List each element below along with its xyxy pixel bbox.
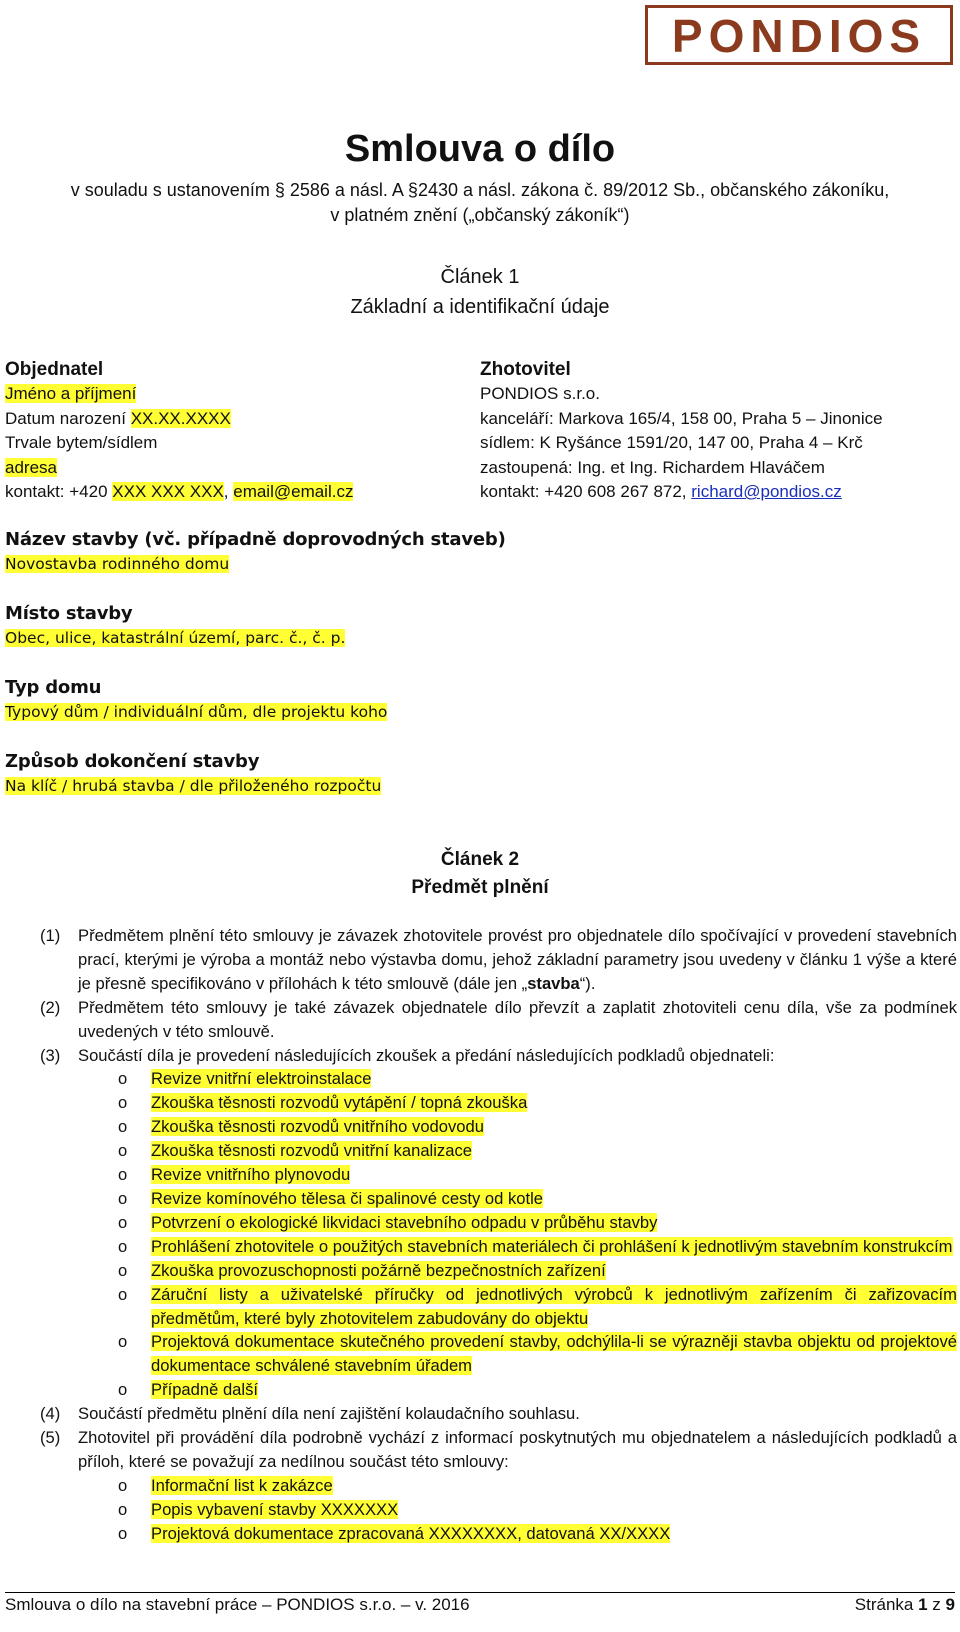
field-building-site (5, 602, 345, 650)
clause-2-text: Předmětem této smlouvy je také závazek objednatele dílo převzít a zaplatit zhotoviteli cenu díla, vše za podmínek uvedených v této smlouvě. (78, 997, 957, 1041)
list-bullet: o (118, 1188, 128, 1208)
document-title: Smlouva o dílo (344, 128, 616, 170)
list-item (118, 1187, 957, 1211)
clause-5-number: (5) (40, 1428, 61, 1448)
list-bullet: o (118, 1260, 128, 1280)
field-house-type-value: Typový dům / individuální dům, dle projektu koho (5, 703, 388, 721)
list-item (118, 1139, 957, 1163)
clause-2 (40, 996, 957, 1044)
clause-3 (40, 1044, 957, 1068)
list-item-text: Případně další (151, 1380, 259, 1400)
clause-1-term: stavba (527, 973, 580, 993)
list-item-text: Revize vnitřní elektroinstalace (151, 1069, 372, 1089)
article-1-number: Článek 1 (440, 266, 520, 288)
footer-page-total: 9 (945, 1595, 955, 1614)
list-item-text: Revize vnitřního plynovodu (151, 1165, 351, 1185)
article-1-heading (0, 262, 960, 322)
list-bullet: o (118, 1117, 128, 1137)
list-bullet: o (118, 1236, 128, 1256)
contractor-seat: sídlem: K Ryšánce 1591/20, 147 00, Praha 4 – Krč (480, 433, 863, 453)
contractor-email-link[interactable]: richard@pondios.cz (691, 482, 842, 502)
contractor-heading: Zhotovitel (480, 359, 571, 380)
list-item (118, 1163, 957, 1187)
list-item-text: Zkouška těsnosti rozvodů vnitřního vodovodu (151, 1117, 484, 1137)
list-bullet: o (118, 1475, 128, 1495)
footer-page-current: 1 (918, 1595, 928, 1614)
article-2-heading (0, 846, 960, 902)
field-completion-method-label: Způsob dokončení stavby (5, 751, 260, 772)
list-item-text: Zkouška provozuschopnosti požárně bezpečnostních zařízení (151, 1260, 606, 1280)
list-item (118, 1498, 957, 1522)
contractor-block (480, 358, 883, 504)
list-item-text: Projektová dokumentace zpracovaná XXXXXXXX, datovaná XX/XXXX (151, 1523, 671, 1543)
list-item (118, 1115, 957, 1139)
list-item-text: Informační list k zakázce (151, 1475, 333, 1495)
clause-3-list (40, 1067, 957, 1402)
list-bullet: o (118, 1499, 128, 1519)
client-block (5, 358, 353, 504)
list-item-text: Potvrzení o ekologické likvidaci stavebního odpadu v průběhu stavby (151, 1212, 658, 1232)
client-heading: Objednatel (5, 359, 104, 380)
client-name: Jméno a příjmení (5, 384, 137, 404)
list-item (118, 1067, 957, 1091)
field-completion-method-value: Na klíč / hrubá stavba / dle přiloženého rozpočtu (5, 777, 382, 795)
contractor-company: PONDIOS s.r.o. (480, 384, 600, 404)
clause-1-text-main: Předmětem plnění této smlouvy je závazek zhotovitele provést pro objednatele dílo spočívající v provedení stavebních prací, kterými je výroba a montáž nebo výstavba domu, jehož základní parametry jsou uvedeny v článku 1 výše a které je přesně specifikováno v přílohách k této smlouvě (dále jen „ (78, 926, 957, 993)
list-item-text: Projektová dokumentace skutečného provedení stavby, odchýlila-li se výrazněji stavba objektu od projektové dokumentace schválené stavebním úřadem (151, 1332, 957, 1376)
footer-page-label: Stránka (854, 1595, 919, 1614)
client-contact-label: kontakt: +420 (5, 482, 113, 502)
footer-page-separator: z (927, 1595, 946, 1614)
clause-1-text-end: “). (579, 973, 596, 993)
list-bullet: o (118, 1093, 128, 1113)
clause-5-list (40, 1474, 957, 1546)
client-dob-label: Datum narození (5, 408, 131, 428)
clause-1-text (78, 924, 957, 996)
list-item (118, 1235, 957, 1259)
article-2-number: Článek 2 (440, 849, 520, 870)
clause-5-text: Zhotovitel při provádění díla podrobně vychází z informací poskytnutých mu objednatelem a následujících podkladů a příloh, které se považují za nedílnou součást této smlouvy: (78, 1428, 957, 1471)
list-item (118, 1211, 957, 1235)
contractor-office: kanceláří: Markova 165/4, 158 00, Praha 5 – Jinonice (480, 408, 883, 428)
clause-1 (40, 924, 957, 996)
article-2-name: Předmět plnění (411, 877, 549, 898)
list-item (118, 1091, 957, 1115)
list-bullet: o (118, 1284, 128, 1304)
field-building-name-label: Název stavby (vč. případně doprovodných staveb) (5, 529, 506, 550)
list-item (118, 1283, 957, 1331)
list-item (118, 1378, 957, 1402)
client-email: email@email.cz (233, 482, 354, 502)
document-subtitle (0, 178, 960, 228)
client-residence-label: Trvale bytem/sídlem (5, 433, 158, 453)
pondios-logo (645, 5, 953, 65)
field-building-name-value: Novostavba rodinného domu (5, 555, 230, 573)
list-item-text: Revize komínového tělesa či spalinové cesty od kotle (151, 1188, 544, 1208)
client-dob-value: XX.XX.XXXX (130, 408, 231, 428)
field-building-site-value: Obec, ulice, katastrální území, parc. č., č. p. (5, 629, 346, 647)
list-item (118, 1522, 957, 1546)
list-bullet: o (118, 1212, 128, 1232)
list-item (118, 1474, 957, 1498)
clause-1-number: (1) (40, 926, 61, 945)
client-phone: XXX XXX XXX (112, 482, 224, 502)
list-bullet: o (118, 1380, 128, 1400)
field-completion-method (5, 750, 381, 798)
pondios-logo-graphic (648, 8, 950, 62)
list-item-text: Záruční listy a uživatelské příručky od jednotlivých výrobců k jednotlivým zařízením či zařizovacím předmětům, které byly zhotovitelem zabudovány do objektu (151, 1284, 957, 1328)
footer-document-name: Smlouva o dílo na stavební práce – PONDIOS s.r.o. – v. 2016 (5, 1595, 470, 1614)
clause-2-number: (2) (40, 997, 61, 1017)
list-item (118, 1259, 957, 1283)
list-bullet: o (118, 1069, 128, 1089)
list-item-text: Popis vybavení stavby XXXXXXX (151, 1499, 399, 1519)
page-footer (5, 1592, 955, 1615)
field-building-name (5, 528, 506, 576)
clause-3-text: Součástí díla je provedení následujících zkoušek a předání následujících podkladů objednateli: (78, 1045, 775, 1065)
subtitle-line-1: v souladu s ustanovením § 2586 a násl. A §2430 a násl. zákona č. 89/2012 Sb., občanského zákoníku, (70, 180, 890, 200)
list-bullet: o (118, 1332, 128, 1352)
list-item (118, 1330, 957, 1378)
client-contact-separator: , (223, 482, 234, 502)
field-house-type-label: Typ domu (5, 677, 102, 698)
clause-4-number: (4) (40, 1404, 61, 1424)
list-bullet: o (118, 1165, 128, 1185)
contractor-contact-label: kontakt: +420 608 267 872, (480, 482, 692, 502)
logo-text: PONDIOS (671, 10, 927, 62)
list-bullet: o (118, 1141, 128, 1161)
list-bullet: o (118, 1523, 128, 1543)
subtitle-line-2: v platném znění („občanský zákoník“) (330, 205, 630, 225)
article-1-name: Základní a identifikační údaje (350, 296, 610, 318)
footer-page-number (855, 1595, 955, 1615)
field-building-site-label: Místo stavby (5, 603, 133, 624)
list-item-text: Prohlášení zhotovitele o použitých stavebních materiálech či prohlášení k jednotlivým stavebním konstrukcím (151, 1236, 953, 1256)
clause-5 (40, 1426, 957, 1474)
client-address: adresa (5, 457, 57, 477)
clause-4-text: Součástí předmětu plnění díla není zajištění kolaudačního souhlasu. (78, 1404, 580, 1424)
contractor-represented: zastoupená: Ing. et Ing. Richardem Hlaváčem (480, 457, 825, 477)
clause-4 (40, 1402, 957, 1426)
article-2-clauses (40, 924, 957, 1546)
list-item-text: Zkouška těsnosti rozvodů vytápění / topná zkouška (151, 1093, 528, 1113)
list-item-text: Zkouška těsnosti rozvodů vnitřní kanalizace (151, 1141, 472, 1161)
field-house-type (5, 676, 387, 724)
clause-3-number: (3) (40, 1045, 61, 1065)
